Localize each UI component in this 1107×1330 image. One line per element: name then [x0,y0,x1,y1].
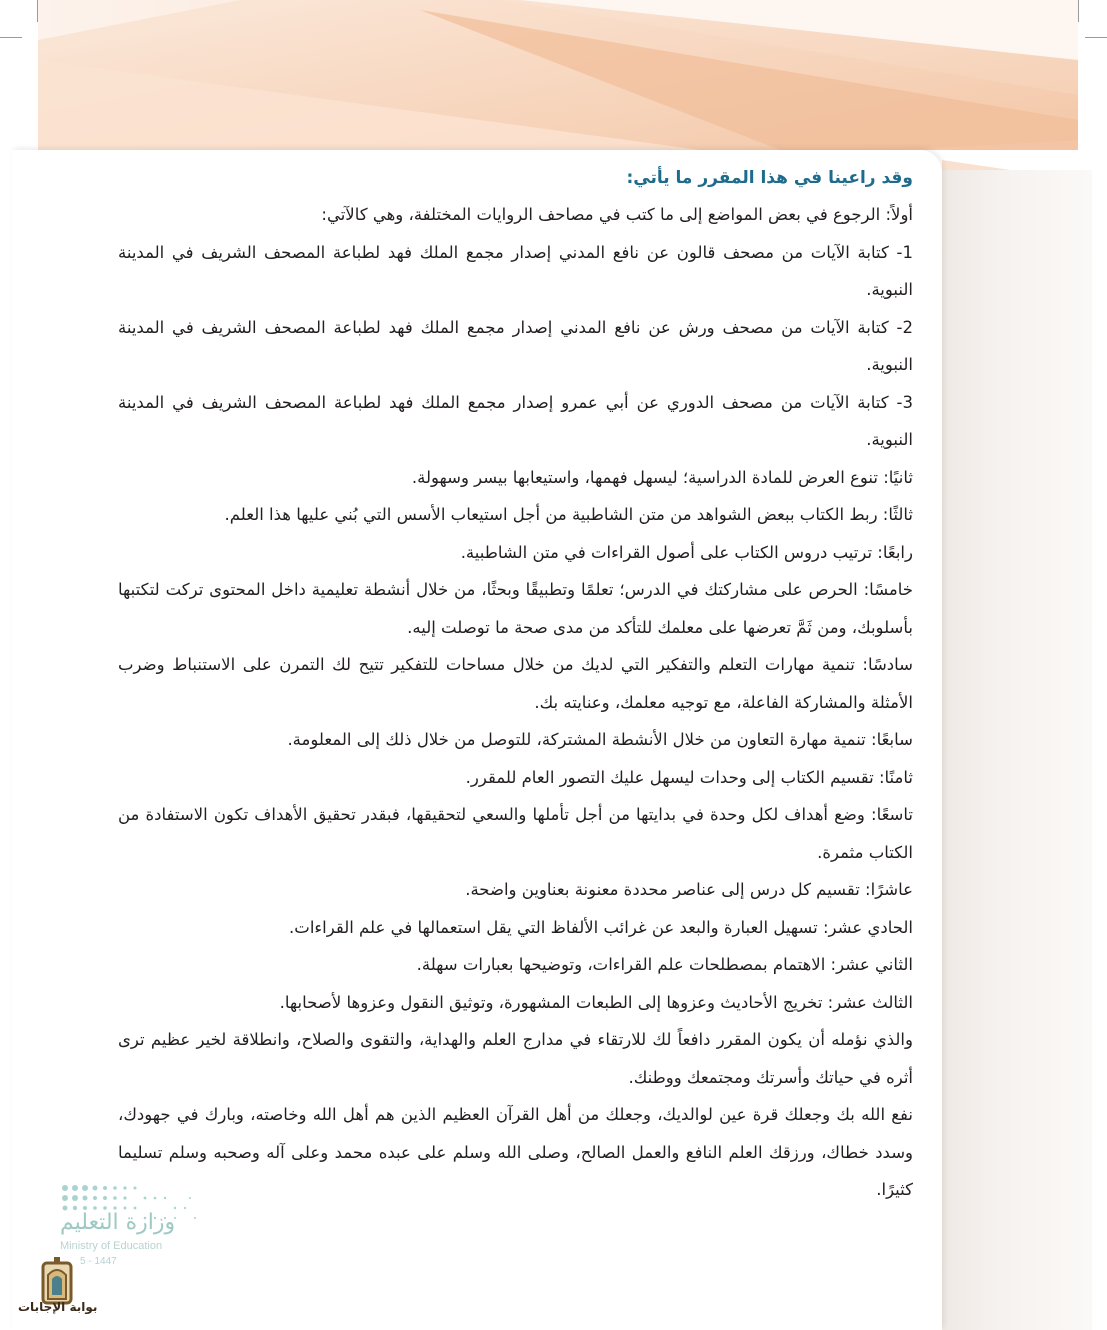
paragraph-13: عاشرًا: تقسيم كل درس إلى عناصر محددة معنونة بعناوين واضحة. [465,880,913,899]
edition-year: 5 - 1447 [80,1256,117,1267]
paragraph-5: ثانيًا: تنوع العرض للمادة الدراسية؛ ليسهل فهمها، واستيعابها بيسر وسهولة. [411,467,913,487]
paragraph-12: تاسعًا: وضع أهداف لكل وحدة في بدايتها من أجل تأملها والسعي لتحقيقها، فبقدر تحقيق الأهداف تكون الاستفادة من الكتاب مثمرة. [118,805,913,862]
paragraph-15: الثاني عشر: الاهتمام بمصطلحات علم القراءات، وتوضيحها بعبارات سهلة. [416,955,913,974]
paragraph-18: نفع الله بك وجعلك قرة عين لوالديك، وجعلك من أهل القرآن العظيم الذين هم أهل الله وخاصته، وبارك في جهودك، وسدد خطاك، ورزقك العلم النافع والعمل الصالح، وصلى الله وسلم على عبده محمد وعلى آله وصحبه وسلم تسليما كثيرًا. [118,1105,913,1199]
paragraph-2: 1- كتابة الآيات من مصحف قالون عن نافع المدني إصدار مجمع الملك فهد لطباعة المصحف الشريف في المدينة النبوية. [118,242,913,299]
paragraph-6: ثالثًا: ربط الكتاب ببعض الشواهد من متن الشاطبية من أجل استيعاب الأسس التي بُني عليها هذا العلم. [224,505,913,524]
paragraph-10: سابعًا: تنمية مهارة التعاون من خلال الأنشطة المشتركة، للتوصل من خلال ذلك إلى المعلومة. [287,730,913,749]
answers-portal-lantern-icon [10,1255,105,1325]
paragraph-8: خامسًا: الحرص على مشاركتك في الدرس؛ تعلمًا وتطبيقًا وبحثًا، من خلال أنشطة تعليمية داخل المحتوى تركت لتكتبها بأسلوبك، ومن ثَمَّ تعرضها على معلمك للتأكد من مدى صحة ما توصلت إليه. [118,580,913,637]
paragraph-9: سادسًا: تنمية مهارات التعلم والتفكير التي لديك من خلال مساحات للتفكير تتيح لك التمرن على الاستنباط وضرب الأمثلة والمشاركة الفاعلة، مع توجيه معلمك، وعنايته بك. [118,655,913,712]
paragraph-11: ثامنًا: تقسيم الكتاب إلى وحدات ليسهل عليك التصور العام للمقرر. [465,767,913,787]
ministry-name-arabic: وزارة التعليم [60,1210,176,1235]
paragraph-16: الثالث عشر: تخريج الأحاديث وعزوها إلى الطبعات المشهورة، وتوثيق النقول وعزوها لأصحابها. [279,992,913,1012]
page-side-shadow [942,170,1092,1330]
crop-mark-top-left-h [0,37,22,38]
crop-mark-top-right-h [1085,37,1107,38]
paragraph-4: 3- كتابة الآيات من مصحف الدوري عن أبي عمرو إصدار مجمع الملك فهد لطباعة المصحف الشريف في المدينة النبوية. [118,392,913,449]
watermark-text: بوابة الإجابات [18,1300,98,1314]
intro-heading: وقد راعينا في هذا المقرر ما يأتي: [626,168,913,188]
paragraph-1: أولاً: الرجوع في بعض المواضع إلى ما كتب في مصاحف الروايات المختلفة، وهي كالآتي: [321,205,913,224]
paragraph-3: 2- كتابة الآيات من مصحف ورش عن نافع المدني إصدار مجمع الملك فهد لطباعة المصحف الشريف في المدينة النبوية. [118,317,913,374]
paragraph-17: والذي نؤمله أن يكون المقرر دافعاً لك للارتقاء في مدارج العلم والهداية، والتقوى والصلاح، وانطلاقة لخير عظيم ترى أثره في حياتك وأسرتك ومجتمعك ووطنك. [118,1030,913,1087]
page-content [118,160,913,1209]
crop-mark-top-left-v [37,0,38,22]
paragraph-7: رابعًا: ترتيب دروس الكتاب على أصول القراءات في متن الشاطبية. [460,542,913,562]
paragraph-14: الحادي عشر: تسهيل العبارة والبعد عن غرائب الألفاظ التي يقل استعمالها في علم القراءات. [289,917,913,937]
crop-mark-top-right-v [1078,0,1079,22]
ministry-name-english: Ministry of Education [60,1240,163,1252]
